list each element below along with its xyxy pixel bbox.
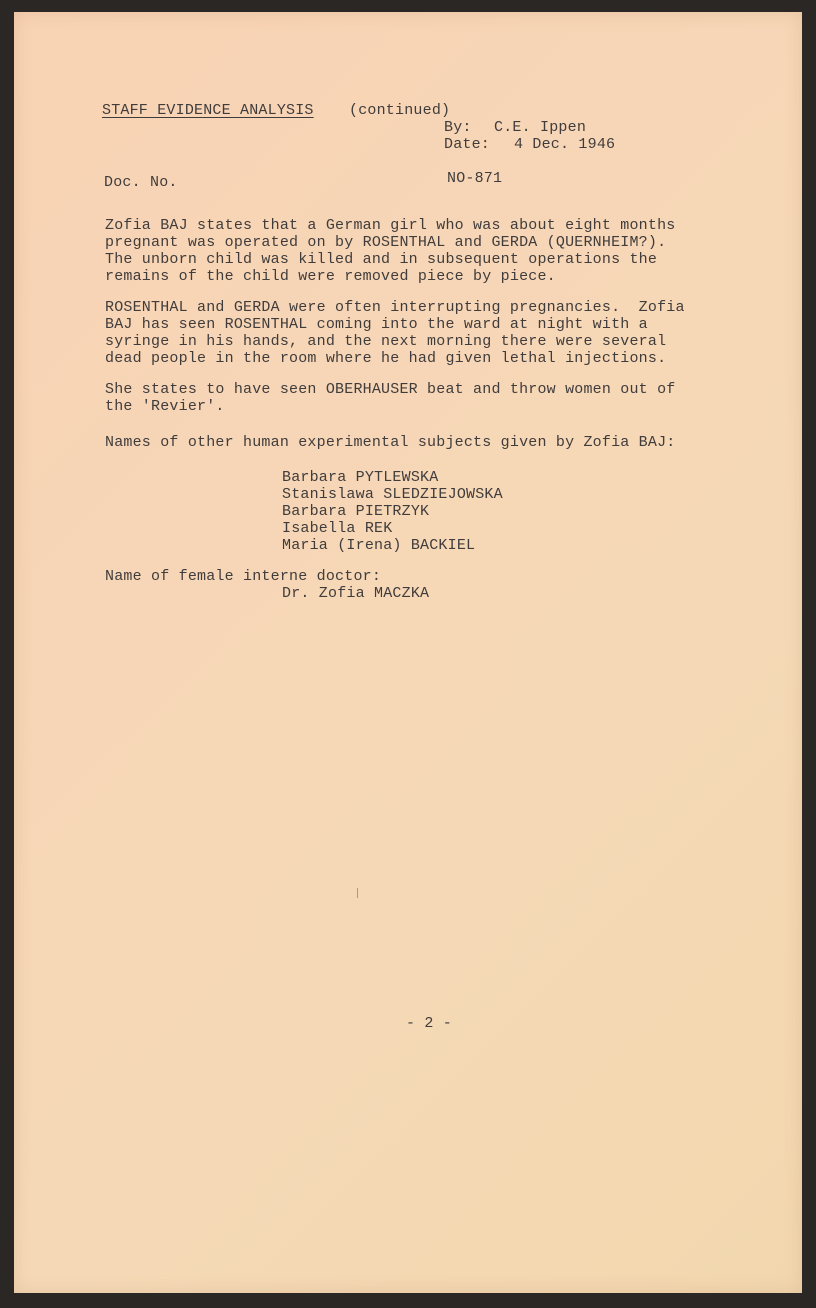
date-label: Date: (444, 136, 491, 153)
text-line: syringe in his hands, and the next morning there were several (105, 333, 667, 350)
text-line: remains of the child were removed piece by piece. (105, 268, 556, 285)
text-line: the 'Revier'. (105, 398, 225, 415)
list-item: Isabella REK (282, 520, 393, 537)
page-number: - 2 - (406, 1015, 453, 1032)
author-value: C.E. Ippen (494, 119, 587, 136)
text-line: ROSENTHAL and GERDA were often interrupting pregnancies. Zofia (105, 299, 685, 316)
list-item: Barbara PYTLEWSKA (282, 469, 439, 486)
text-line: Zofia BAJ states that a German girl who was about eight months (105, 217, 676, 234)
list-item: Stanislawa SLEDZIEJOWSKA (282, 486, 503, 503)
paper-mark (357, 888, 358, 898)
doctor-label: Name of female interne doctor: (105, 568, 382, 585)
text-line: The unborn child was killed and in subsequent operations the (105, 251, 658, 268)
doctor-name: Dr. Zofia MACZKA (282, 585, 430, 602)
doc-number-value: NO-871 (447, 170, 503, 187)
author-label: By: (444, 119, 472, 136)
text-line: Names of other human experimental subjects given by Zofia BAJ: (105, 434, 676, 451)
list-item: Maria (Irena) BACKIEL (282, 537, 476, 554)
paragraph-oberhauser (105, 381, 745, 415)
paragraph-pregnancy-operation (105, 217, 745, 285)
text-line: dead people in the room where he had given lethal injections. (105, 350, 667, 367)
document-title: STAFF EVIDENCE ANALYSIS (102, 102, 314, 119)
text-line: pregnant was operated on by ROSENTHAL and GERDA (QUERNHEIM?). (105, 234, 667, 251)
list-item: Barbara PIETRZYK (282, 503, 430, 520)
subjects-list (282, 469, 642, 554)
doc-number-label: Doc. No. (104, 174, 178, 191)
paragraph-subjects-intro (105, 434, 745, 451)
text-line: BAJ has seen ROSENTHAL coming into the ward at night with a (105, 316, 648, 333)
date-value: 4 Dec. 1946 (514, 136, 616, 153)
paragraph-interrupting-pregnancies (105, 299, 745, 367)
document-page (14, 12, 802, 1293)
continued-note: (continued) (349, 102, 451, 119)
text-line: She states to have seen OBERHAUSER beat and throw women out of (105, 381, 676, 398)
